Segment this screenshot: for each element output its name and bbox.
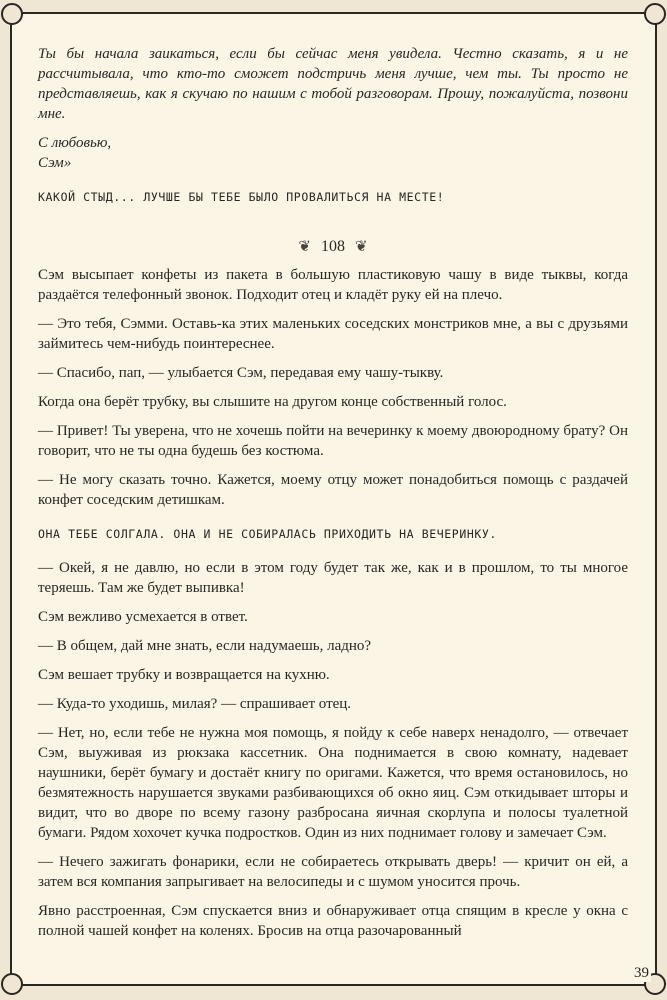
paragraph: — Не могу сказать точно. Кажется, моему отцу может понадобиться помощь с раздачей конфет соседским детишкам. <box>38 472 628 508</box>
paragraph: Явно расстроенная, Сэм спускается вниз и обнаруживает отца спящим в кресле у окна с полной чашей конфет на коленях. Бросив на отца разочарованный <box>38 903 628 939</box>
paragraph: Когда она берёт трубку, вы слышите на другом конце собственный голос. <box>38 394 507 410</box>
page-number: 39 <box>634 965 649 981</box>
paragraph: — Нечего зажигать фонарики, если не собираетесь открывать дверь! — кричит он ей, а затем вся компания запрыгивает на велосипеды и с шумом уносится прочь. <box>38 854 628 890</box>
paragraph: — Окей, я не давлю, но если в этом году будет так же, как и в прошлом, то ты многое теряешь. Там же будет выпивка! <box>38 560 628 596</box>
frame-corner-ornament <box>1 973 23 995</box>
leaf-ornament-icon: ❦ <box>298 239 311 255</box>
frame-corner-ornament <box>644 3 666 25</box>
paragraph: — Нет, но, если тебе не нужна моя помощь, я пойду к себе наверх ненадолго, — отвечает Сэм, выуживая из рюкзака кассетник. Она поднимается в свою комнату, надевает наушники, берёт бумагу и достаёт книгу по оригами. Кажется, что время остановилось, но безмятежность нарушается звуками разбивающихся об окно яиц. Сэм откидывает шторы и видит, что во дворе по всему газону разбросана яичная скорлупа и полосы туалетной бумаги. Рядом хохочет кучка подростков. Один из них поднимает голову и замечает Сэм. <box>38 725 628 841</box>
leaf-ornament-icon: ❦ <box>355 239 368 255</box>
handwritten-note: КАКОЙ СТЫД... ЛУЧШЕ БЫ ТЕБЕ БЫЛО ПРОВАЛИТЬСЯ НА МЕСТЕ! <box>38 190 445 204</box>
section-heading <box>38 237 628 257</box>
paragraph: Сэм вежливо усмехается в ответ. <box>38 609 248 625</box>
paragraph: — Куда-то уходишь, милая? — спрашивает отец. <box>38 696 352 712</box>
frame-corner-ornament <box>1 3 23 25</box>
handwritten-note: ОНА ТЕБЕ СОЛГАЛА. ОНА И НЕ СОБИРАЛАСЬ ПРИХОДИТЬ НА ВЕЧЕРИНКУ. <box>38 527 497 541</box>
paragraph: — В общем, дай мне знать, если надумаешь, ладно? <box>38 638 372 654</box>
paragraph: Сэм вешает трубку и возвращается на кухню. <box>38 667 330 683</box>
letter-signature: Сэм» <box>38 155 72 171</box>
paragraph: — Привет! Ты уверена, что не хочешь пойти на вечеринку к моему двоюродному брату? Он говорит, что не ты одна будешь без костюма. <box>38 423 628 459</box>
page-content <box>38 44 628 950</box>
paragraph: — Спасибо, пап, — улыбается Сэм, передавая ему чашу-тыкву. <box>38 365 444 381</box>
letter-closing: С любовью, <box>38 135 112 151</box>
paragraph: Сэм высыпает конфеты из пакета в большую пластиковую чашу в виде тыквы, когда раздаётся телефонный звонок. Подходит отец и кладёт руку ей на плечо. <box>38 267 628 303</box>
section-number: 108 <box>321 238 345 255</box>
letter-body: Ты бы начала заикаться, если бы сейчас меня увидела. Честно сказать, я и не рассчитывала, что кто-то сможет подстричь меня лучше, чем ты. Ты просто не представляешь, как я скучаю по нашим с тобой разговорам. Прошу, пожалуйста, позвони мне. <box>38 46 628 122</box>
paragraph: — Это тебя, Сэмми. Оставь-ка этих маленьких соседских монстриков мне, а вы с друзьями займитесь чем-нибудь поинтереснее. <box>38 316 628 352</box>
